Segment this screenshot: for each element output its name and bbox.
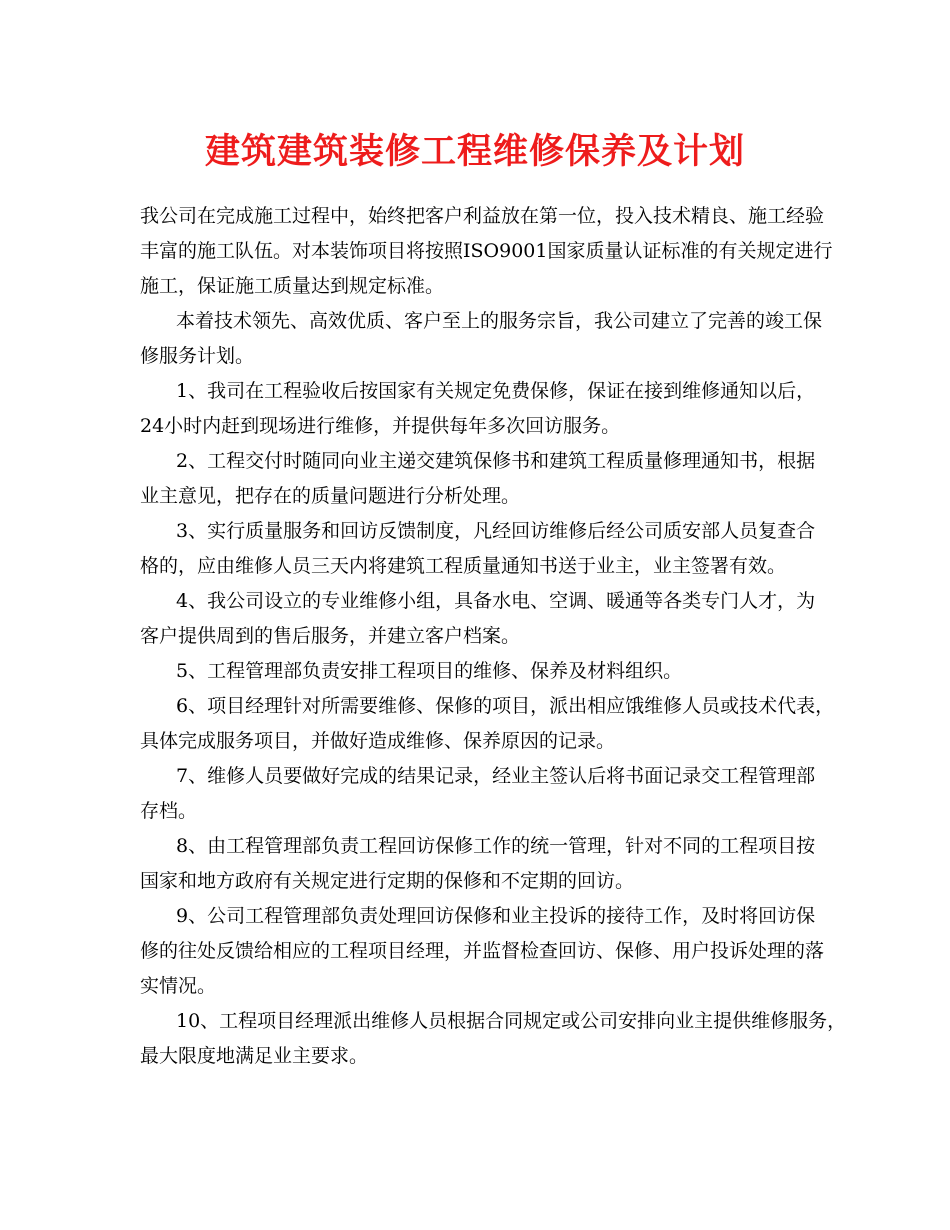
- text-line: 9、公司工程管理部负责处理回访保修和业主投诉的接待工作，及时将回访保: [176, 905, 816, 927]
- text-line: 10、工程项目经理派出维修人员根据合同规定或公司安排向业主提供维修服务，: [176, 1010, 847, 1032]
- text-line: 格的，应由维修人员三天内将建筑工程质量通知书送于业主，业主签署有效。: [140, 555, 787, 577]
- text-line: 业主意见，把存在的质量问题进行分析处理。: [140, 485, 521, 507]
- text-line: 修的往处反馈给相应的工程项目经理，并监督检查回访、保修、用户投诉处理的落: [140, 940, 825, 962]
- text-line: 3、实行质量服务和回访反馈制度，凡经回访维修后经公司质安部人员复查合: [176, 520, 816, 542]
- text-line: 实情况。: [140, 975, 217, 997]
- text-line: 客户提供周到的售后服务，并建立客户档案。: [140, 625, 521, 647]
- text-line: 8、由工程管理部负责工程回访保修工作的统一管理，针对不同的工程项目按: [176, 835, 816, 857]
- text-line: 24小时内赶到现场进行维修，并提供每年多次回访服务。: [140, 415, 621, 437]
- text-line: 2、工程交付时随同向业主递交建筑保修书和建筑工程质量修理通知书，根据: [176, 450, 816, 472]
- text-line: 丰富的施工队伍。对本装饰项目将按照ISO9001国家质量认证标准的有关规定进行: [140, 240, 833, 262]
- text-line: 国家和地方政府有关规定进行定期的保修和不定期的回访。: [140, 870, 635, 892]
- text-line: 7、维修人员要做好完成的结果记录，经业主签认后将书面记录交工程管理部: [176, 765, 816, 787]
- text-line: 我公司在完成施工过程中，始终把客户利益放在第一位，投入技术精良、施工经验: [140, 205, 825, 227]
- text-line: 施工，保证施工质量达到规定标准。: [140, 275, 445, 297]
- text-line: 最大限度地满足业主要求。: [140, 1045, 369, 1067]
- text-line: 6、项目经理针对所需要维修、保修的项目，派出相应饿维修人员或技术代表，: [176, 695, 835, 717]
- text-line: 5、工程管理部负责安排工程项目的维修、保养及材料组织。: [176, 660, 683, 682]
- text-line: 存档。: [140, 800, 198, 822]
- document-title: 建筑建筑装修工程维修保养及计划: [204, 131, 745, 172]
- text-line: 1、我司在工程验收后按国家有关规定免费保修，保证在接到维修通知以后，: [176, 380, 816, 402]
- text-line: 本着技术领先、高效优质、客户至上的服务宗旨，我公司建立了完善的竣工保: [176, 310, 823, 332]
- text-line: 具体完成服务项目，并做好造成维修、保养原因的记录。: [140, 730, 616, 752]
- text-line: 4、我公司设立的专业维修小组，具备水电、空调、暖通等各类专门人才，为: [176, 590, 816, 612]
- text-line: 修服务计划。: [140, 345, 255, 367]
- document-body: [140, 199, 847, 1074]
